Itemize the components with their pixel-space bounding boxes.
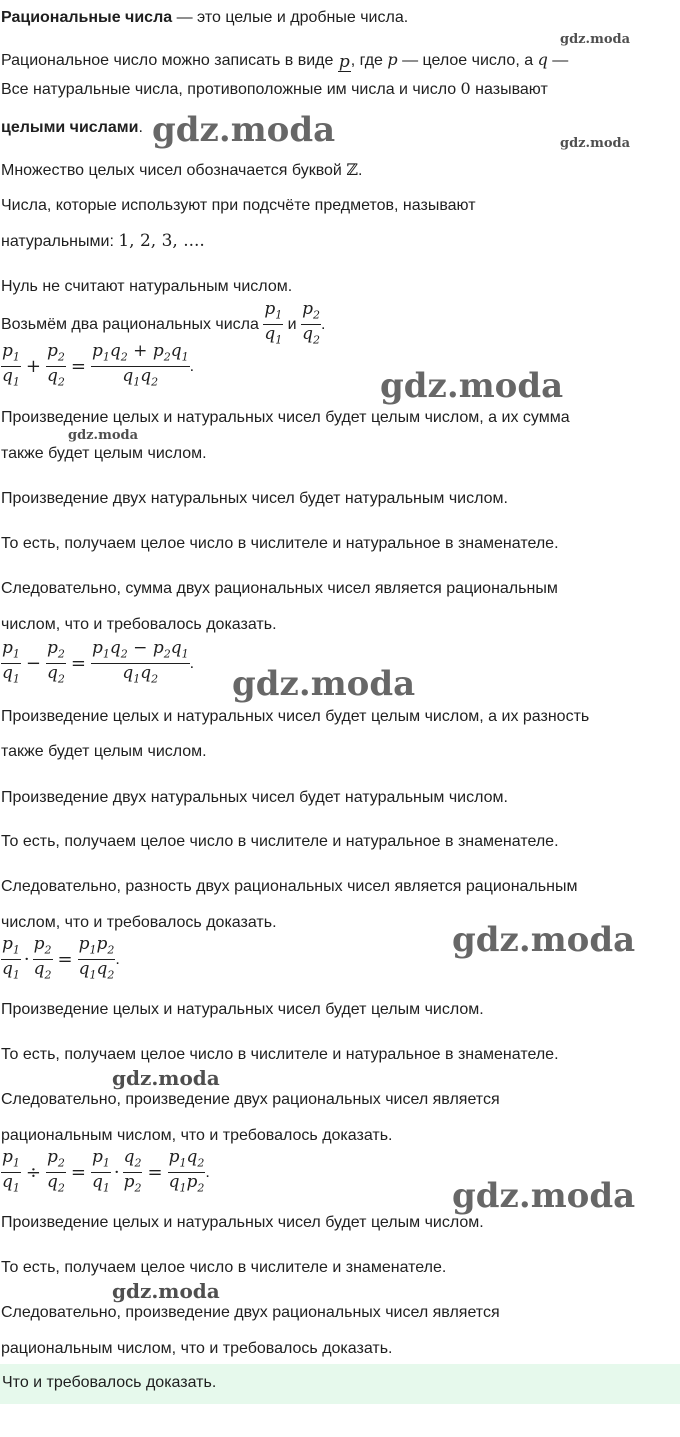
sum-text-1: Произведение целых и натуральных чисел будет целым числом, а их сумма <box>1 409 570 426</box>
z-set-line: Множество целых чисел обозначается буквой ℤ. <box>1 160 363 179</box>
fraction-p2-q2: $\frac{p_2}{q_2}$ <box>301 300 321 350</box>
diff-text-4: То есть, получаем целое число в числителе и натуральное в знаменателе. <box>1 833 559 850</box>
sum-text-6: числом, что и требовалось доказать. <box>1 616 277 633</box>
sum-equation: $\frac{p_1}{q_1}$ + $\frac{p_2}{q_2}$ = $\frac{p_1q_2 + p_2q_1}{q_1q_2}$ . <box>1 342 194 392</box>
watermark: gdz.moda <box>232 664 416 704</box>
prod-text-4: рациональным числом, что и требовалось доказать. <box>1 1127 393 1144</box>
watermark: gdz.moda <box>68 428 139 443</box>
watermark: gdz.moda <box>380 366 564 406</box>
prod-equation: $\frac{p_1}{q_1}$ · $\frac{p_2}{q_2}$ = $\frac{p_1p_2}{q_1q_2}$ . <box>1 935 120 985</box>
quot-equation: $\frac{p_1}{q_1}$ ÷ $\frac{p_2}{q_2}$ = $\frac{p_1}{q_1}$ · $\frac{q_2}{p_2}$ = $\frac{p_1q_2}{q_1p_2}$ . <box>1 1148 210 1198</box>
natural-def-line: Числа, которые используют при подсчёте предметов, называют <box>1 197 476 214</box>
take-two-line: Возьмём два рациональных числа $\frac{p_1}{q_1}$ и $\frac{p_2}{q_2}$ . <box>1 300 325 350</box>
quot-text-2: То есть, получаем целое число в числителе и знаменателе. <box>1 1259 447 1276</box>
z-symbol: ℤ <box>346 160 358 179</box>
watermark: gdz.moda <box>560 136 631 151</box>
sum-text-5: Следовательно, сумма двух рациональных чисел является рациональным <box>1 580 558 597</box>
proof-complete-banner <box>0 1364 680 1404</box>
quot-text-3: Следовательно, произведение двух рациональных чисел является <box>1 1304 500 1321</box>
sum-text-2: также будет целым числом. <box>1 445 207 462</box>
integers-term: целыми числами <box>1 119 139 136</box>
watermark: gdz.moda <box>152 110 336 150</box>
intro-form-line: Рациональное число можно записать в виде p , где p — целое число, а q — <box>1 42 568 82</box>
quot-text-4: рациональным числом, что и требовалось доказать. <box>1 1340 393 1357</box>
rational-numbers-term: Рациональные числа <box>1 9 173 26</box>
diff-text-6: числом, что и требовалось доказать. <box>1 914 277 931</box>
quot-text-1: Произведение целых и натуральных чисел будет целым числом. <box>1 1214 484 1231</box>
fraction-p1-q1: $\frac{p_1}{q_1}$ <box>263 300 283 350</box>
prod-text-1: Произведение целых и натуральных чисел будет целым числом. <box>1 1001 484 1018</box>
zero-not-natural: Нуль не считают натуральным числом. <box>1 278 293 295</box>
natural-list: 1, 2, 3, .... <box>118 231 205 251</box>
fraction-p-over-q: p <box>338 53 351 82</box>
diff-text-5: Следовательно, разность двух рациональных чисел является рациональным <box>1 878 578 895</box>
prod-text-2: То есть, получаем целое число в числителе и натуральное в знаменателе. <box>1 1046 559 1063</box>
sum-text-4: То есть, получаем целое число в числителе и натуральное в знаменателе. <box>1 535 559 552</box>
sum-text-3: Произведение двух натуральных чисел будет натуральным числом. <box>1 490 508 507</box>
integers-term-line: целыми числами. <box>1 119 143 136</box>
diff-text-1: Произведение целых и натуральных чисел будет целым числом, а их разность <box>1 708 590 725</box>
watermark: gdz.moda <box>452 1176 636 1216</box>
intro-definition: Рациональные числа — это целые и дробные числа. <box>1 9 409 26</box>
watermark: gdz.moda <box>112 1066 220 1090</box>
diff-text-2: также будет целым числом. <box>1 743 207 760</box>
integers-line: Все натуральные числа, противоположные им числа и число 0 называют <box>1 79 548 98</box>
diff-text-3: Произведение двух натуральных чисел будет натуральным числом. <box>1 789 508 806</box>
proof-complete-text: Что и требовалось доказать. <box>2 1374 217 1391</box>
watermark: gdz.moda <box>112 1279 220 1303</box>
prod-text-3: Следовательно, произведение двух рациональных чисел является <box>1 1091 500 1108</box>
natural-list-line: натуральными: 1, 2, 3, .... <box>1 231 205 251</box>
watermark: gdz.moda <box>560 32 631 47</box>
watermark: gdz.moda <box>452 920 636 960</box>
diff-equation: $\frac{p_1}{q_1}$ − $\frac{p_2}{q_2}$ = $\frac{p_1q_2 - p_2q_1}{q_1q_2}$ . <box>1 639 194 689</box>
